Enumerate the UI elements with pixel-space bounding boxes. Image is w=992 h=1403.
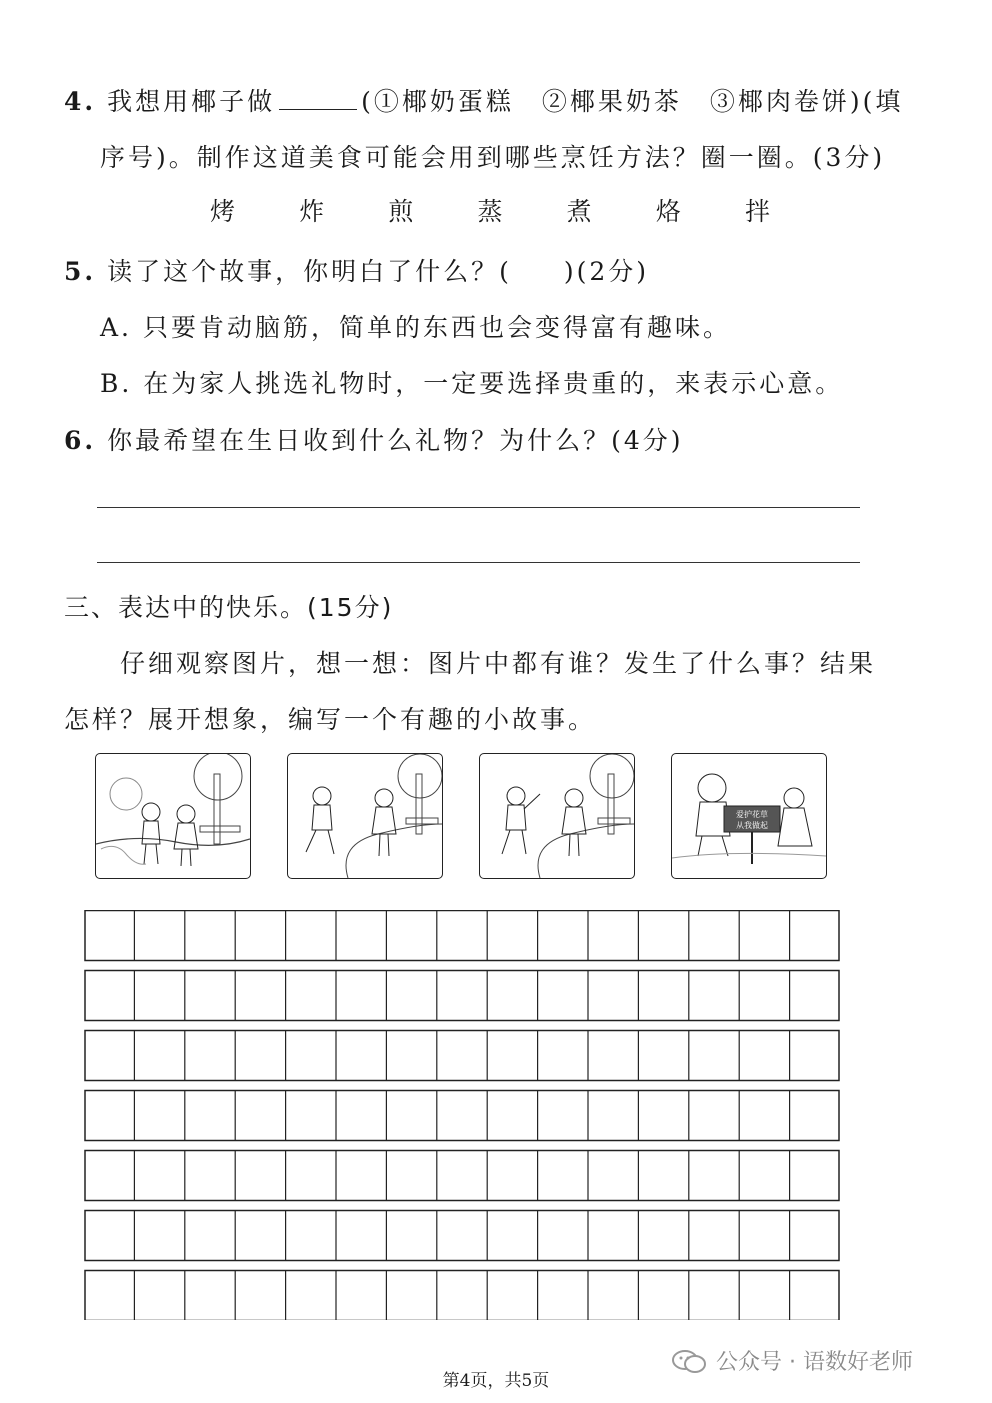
- q6-answer-line[interactable]: [97, 562, 860, 563]
- picture-panel-4: [671, 753, 827, 879]
- grid-row[interactable]: [85, 911, 839, 961]
- svg-text:从我做起: 从我做起: [736, 821, 768, 830]
- page-number: 第4页，共5页: [442, 1371, 550, 1391]
- q4-answer-blank[interactable]: [279, 85, 357, 110]
- method-option[interactable]: 煎: [388, 197, 414, 226]
- q5-number: 5.: [64, 257, 97, 286]
- kids-with-sign-illustration: [672, 754, 826, 878]
- grid-row[interactable]: [85, 1151, 839, 1201]
- grid-row[interactable]: [85, 971, 839, 1021]
- grid-row[interactable]: [85, 1091, 839, 1141]
- q4-text-b: (①椰奶蛋糕 ②椰果奶茶 ③椰肉卷饼)(填: [361, 87, 904, 116]
- wechat-icon: [672, 1349, 706, 1373]
- method-option[interactable]: 烙: [655, 197, 681, 226]
- q5-option-b: B. 在为家人挑选礼物时，一定要选择贵重的，来表示心意。: [100, 369, 844, 398]
- grid-row[interactable]: [85, 1271, 839, 1321]
- q6-text: 你最希望在生日收到什么礼物？为什么？(4分): [107, 426, 684, 455]
- q6-line: [64, 421, 683, 457]
- section3-title: 三、表达中的快乐。(15分): [64, 593, 394, 622]
- q6-number: 6.: [64, 426, 97, 455]
- q5-option-a: A. 只要肯动脑筋，简单的东西也会变得富有趣味。: [100, 313, 731, 342]
- q4-line1: [64, 82, 903, 118]
- picture-panel-2: [287, 753, 443, 879]
- kids-walking-illustration: [96, 754, 250, 878]
- method-option[interactable]: 蒸: [477, 197, 503, 226]
- section3-prompt-line2: 怎样？展开想象，编写一个有趣的小故事。: [64, 705, 597, 734]
- cooking-methods: [210, 192, 770, 228]
- method-option[interactable]: 拌: [744, 197, 770, 226]
- picture-panel-3: [479, 753, 635, 879]
- watermark-text: 公众号 · 语数好老师: [716, 1350, 913, 1375]
- writing-grid[interactable]: [84, 910, 840, 1320]
- grid-row[interactable]: [85, 1031, 839, 1081]
- q5-text-b: )(2分): [563, 257, 649, 286]
- method-option[interactable]: 烤: [210, 197, 236, 226]
- kids-talking-illustration: [480, 754, 634, 878]
- watermark: [672, 1345, 913, 1376]
- section3-prompt-line1: 仔细观察图片，想一想：图片中都有谁？发生了什么事？结果: [120, 649, 877, 678]
- q5-line: [64, 252, 649, 288]
- picture-panel-1: [95, 753, 251, 879]
- q4-line2: 序号)。制作这道美食可能会用到哪些烹饪方法？圈一圈。(3分): [100, 143, 886, 172]
- boy-kicking-illustration: [288, 754, 442, 878]
- q5-text-a: 读了这个故事，你明白了什么？(: [107, 257, 512, 286]
- q4-number: 4.: [64, 87, 97, 116]
- q4-text-a: 我想用椰子做: [107, 87, 276, 116]
- q6-answer-line[interactable]: [97, 507, 860, 508]
- sign-text: 爱护花草: [736, 810, 768, 819]
- grid-row[interactable]: [85, 1211, 839, 1261]
- method-option[interactable]: 炸: [299, 197, 325, 226]
- method-option[interactable]: 煮: [566, 197, 592, 226]
